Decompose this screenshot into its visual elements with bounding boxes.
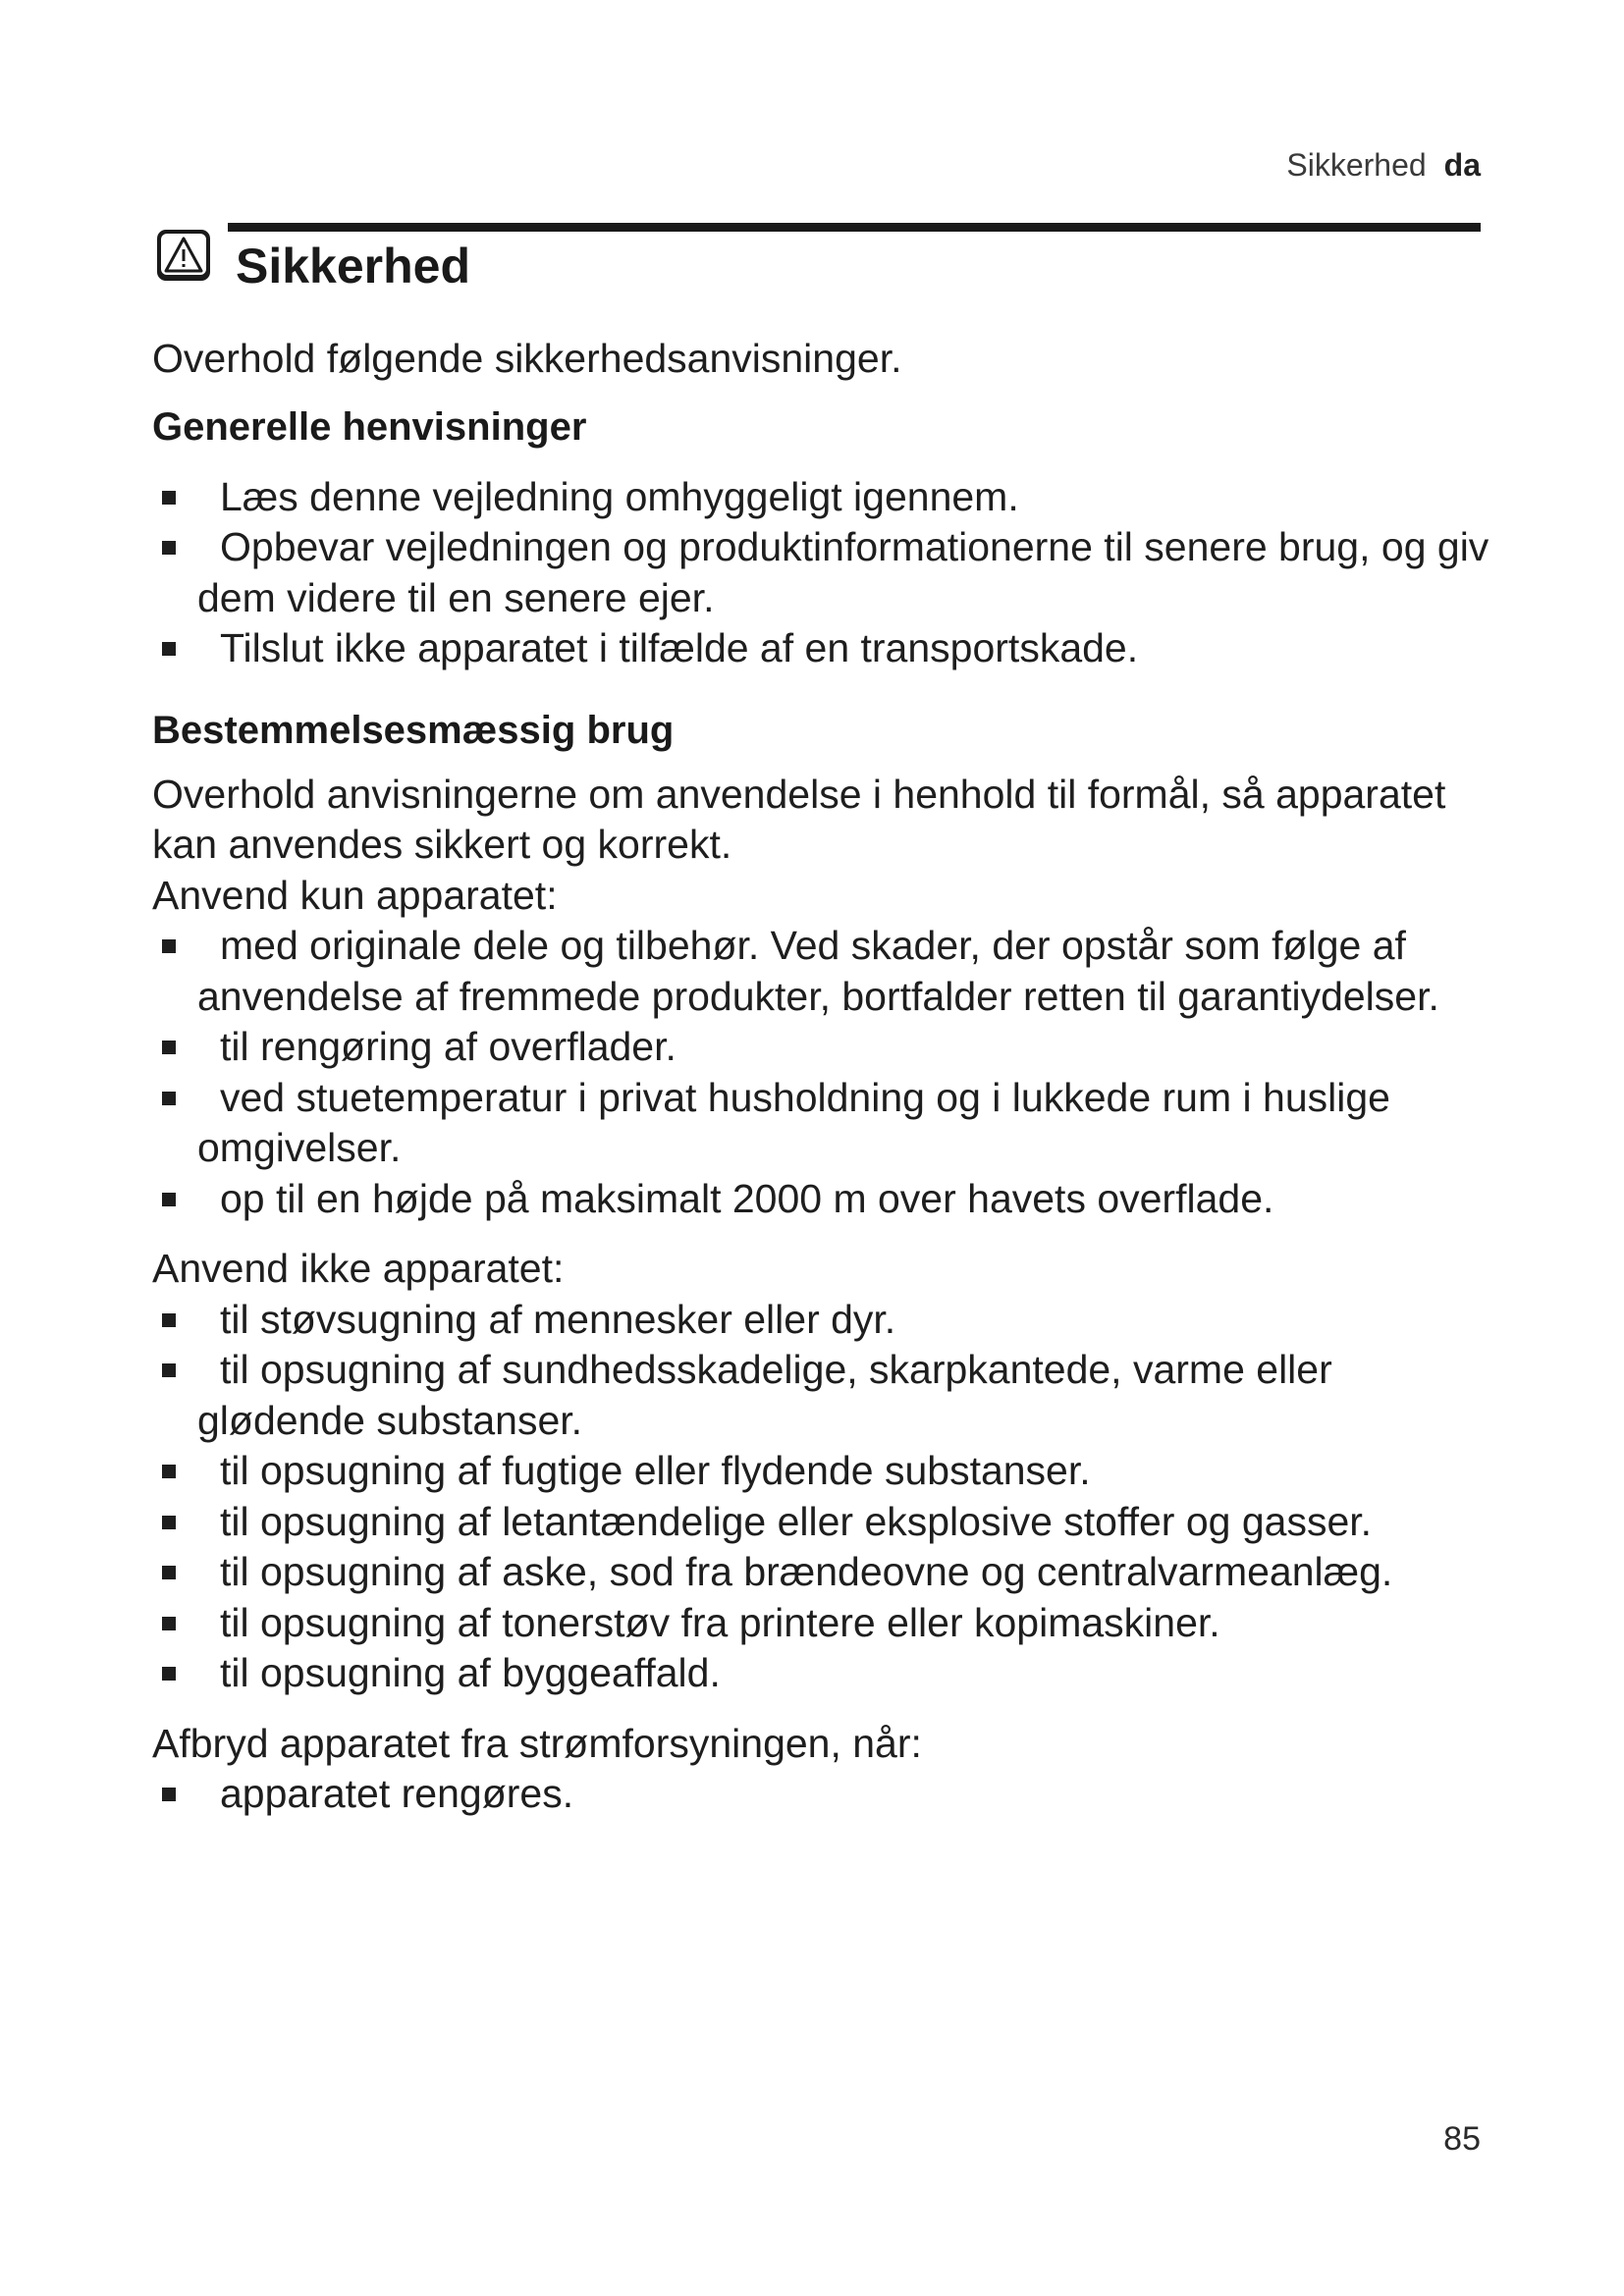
list-item: op til en højde på maksimalt 2000 m over havets overflade. (152, 1174, 1507, 1225)
list-item: til opsugning af letantændelige eller eksplosive stoffer og gasser. (152, 1497, 1507, 1548)
intended-use-paragraph: Overhold anvisningerne om anvendelse i henhold til formål, så apparatet kan anvendes sikkert og korrekt. (152, 771, 1446, 867)
disconnect-label: Afbryd apparatet fra strømforsyningen, når: (152, 1720, 922, 1766)
list-item: apparatet rengøres. (152, 1769, 1507, 1820)
intended-use-heading: Bestemmelsesmæssig brug (152, 708, 675, 752)
list-item: Opbevar vejledningen og produktinformationerne til senere brug, og giv dem videre til en senere ejer. (152, 522, 1507, 623)
use-only-label: Anvend kun apparatet: (152, 872, 558, 918)
page-number: 85 (1443, 2120, 1481, 2158)
list-item: med originale dele og tilbehør. Ved skader, der opstår som følge af anvendelse af fremmede produkter, bortfalder retten til garantiydelser. (152, 921, 1507, 1022)
list-item: ved stuetemperatur i privat husholdning og i lukkede rum i huslige omgivelser. (152, 1073, 1507, 1174)
running-header-section: Sikkerhed (1286, 147, 1427, 183)
do-not-use-label: Anvend ikke apparatet: (152, 1246, 565, 1291)
list-item: til støvsugning af mennesker eller dyr. (152, 1295, 1507, 1346)
warning-triangle-icon (155, 228, 212, 283)
do-not-use-list (152, 1295, 1507, 1699)
list-item: til opsugning af byggeaffald. (152, 1648, 1507, 1699)
list-item: Tilslut ikke apparatet i tilfælde af en transportskade. (152, 623, 1507, 674)
list-item: til opsugning af sundhedsskadelige, skarpkantede, varme eller glødende substanser. (152, 1345, 1507, 1446)
title-rule (228, 223, 1481, 232)
list-item: til rengøring af overflader. (152, 1022, 1507, 1073)
use-only-list (152, 921, 1507, 1224)
general-heading: Generelle henvisninger (152, 404, 587, 449)
language-code: da (1443, 147, 1481, 183)
list-item: til opsugning af tonerstøv fra printere eller kopimaskiner. (152, 1598, 1507, 1649)
disconnect-list (152, 1769, 1507, 1820)
general-list (152, 472, 1507, 674)
list-item: til opsugning af aske, sod fra brændeovne og centralvarmeanlæg. (152, 1547, 1507, 1598)
list-item: Læs denne vejledning omhyggeligt igennem. (152, 472, 1507, 523)
running-header (1286, 147, 1481, 184)
list-item: til opsugning af fugtige eller flydende substanser. (152, 1446, 1507, 1497)
document-body (152, 334, 1507, 1820)
intro-text: Overhold følgende sikkerhedsanvisninger. (152, 336, 902, 381)
page-title: Sikkerhed (236, 239, 471, 294)
